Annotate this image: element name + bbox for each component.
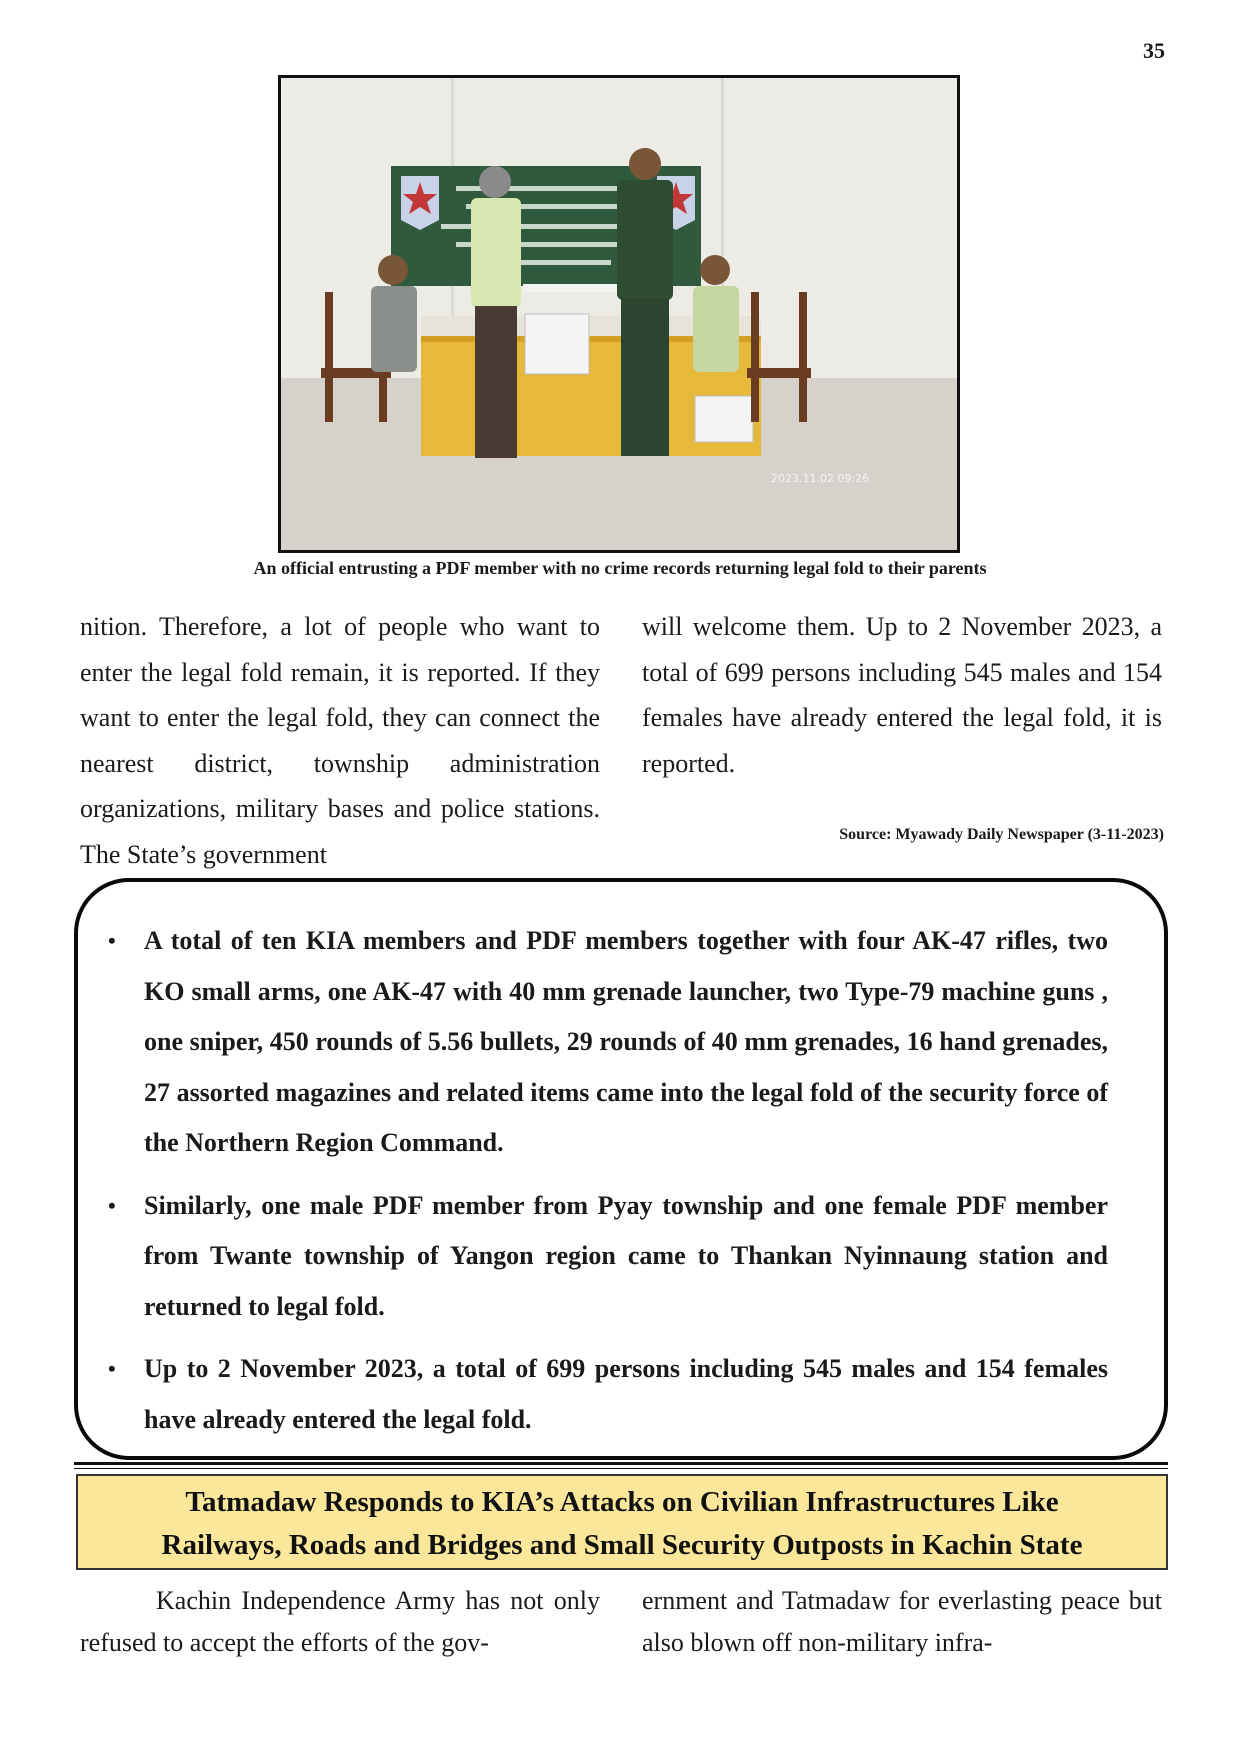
bullet-icon: • xyxy=(108,1192,116,1218)
summary-box xyxy=(74,878,1168,1460)
photo-caption: An official entrusting a PDF member with no crime records returning legal fold to their parents xyxy=(253,558,987,578)
page-number: 35 xyxy=(1143,38,1165,63)
article-right-column: ernment and Tatmadaw for everlasting peace but also blown off non-military infra- xyxy=(642,1586,1162,1657)
summary-item xyxy=(108,1181,1108,1333)
body-right-column: will welcome them. Up to 2 November 2023, a total of 699 persons including 545 males and 154 females have already entered the legal fold, it is reported. xyxy=(642,612,1162,778)
summary-item-text: Up to 2 November 2023, a total of 699 persons including 545 males and 154 females have already entered the legal fold. xyxy=(144,1354,1108,1434)
bullet-icon: • xyxy=(108,928,116,953)
news-photo xyxy=(278,75,960,553)
section-divider xyxy=(74,1462,1168,1465)
summary-item-text: A total of ten KIA members and PDF members together with four AK-47 rifles, two KO small arms, one AK-47 with 40 mm grenade launcher, two Type-79 machine guns , one sniper, 450 rounds of 5.56 bullets, 29 rounds of 40 mm grenades, 16 hand grenades, 27 assorted magazines and related items came into the legal fold of the security force of the Northern Region Command. xyxy=(144,926,1108,1157)
article-headline xyxy=(76,1474,1168,1570)
summary-list xyxy=(108,916,1108,1457)
photo-timestamp: 2023.11.02 09:26 xyxy=(771,472,870,485)
summary-item-text: Similarly, one male PDF member from Pyay township and one female PDF member from Twante township of Yangon region came to Thankan Nyinnaung station and returned to legal fold. xyxy=(144,1190,1108,1321)
bullet-icon: • xyxy=(108,1356,116,1381)
source-credit: Source: Myawady Daily Newspaper (3-11-2023) xyxy=(839,826,1164,843)
section-divider-thin xyxy=(74,1468,1168,1469)
body-left-column: nition. Therefore, a lot of people who want to enter the legal fold remain, it is reported. If they want to enter the legal fold, they can connect the nearest district, township administration organizations, military bases and police stations. The State’s government xyxy=(80,612,600,869)
headline-line-2: Railways, Roads and Bridges and Small Security Outposts in Kachin State xyxy=(161,1529,1083,1561)
article-left-column: Kachin Independence Army has not only refused to accept the efforts of the gov- xyxy=(80,1586,600,1657)
headline-line-1: Tatmadaw Responds to KIA’s Attacks on Civilian Infrastructures Like xyxy=(185,1486,1059,1518)
summary-item xyxy=(108,916,1108,1169)
summary-item xyxy=(108,1344,1108,1445)
